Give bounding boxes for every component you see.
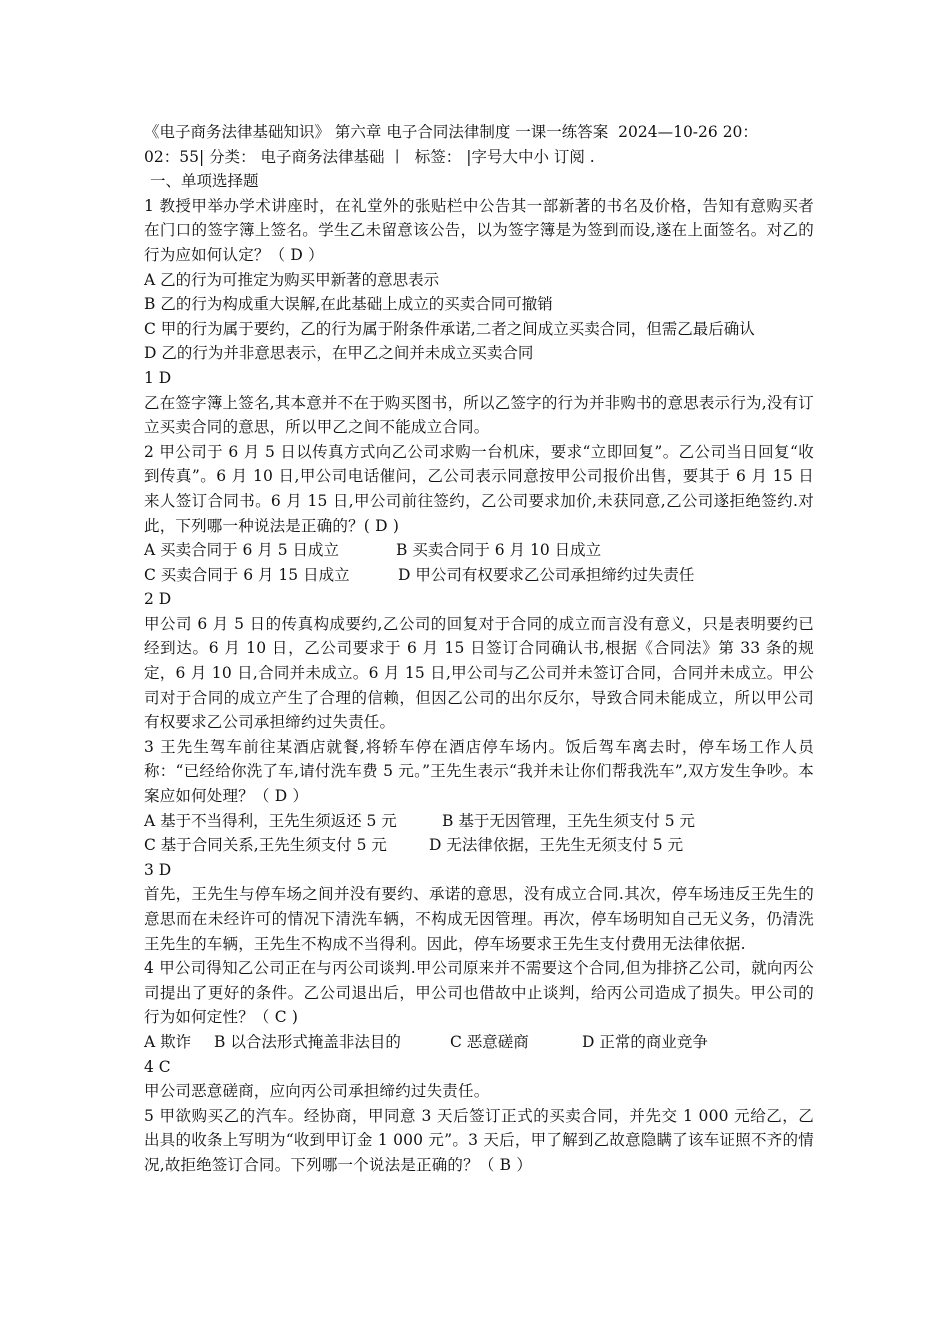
question-1-stem: 1 教授甲举办学术讲座时，在礼堂外的张贴栏中公告其一部新著的书名及价格，告知有意购买者在门口的签字簿上签名。学生乙未留意该公告，以为签字簿是为签到而设,遂在上面签名。对乙的行为应如何认定？（ D ） [144,196,814,264]
question-3-explanation: 首先，王先生与停车场之间并没有要约、承诺的意思，没有成立合同.其次，停车场违反王先生的意思而在未经许可的情况下清洗车辆，不构成无因管理。再次，停车场明知自己无义务，仍清洗王先生的车辆，王先生不构成不当得利。因此，停车场要求王先生支付费用无法律依据. [144,885,814,953]
question-2-answer: 2 D [144,590,172,609]
question-3-answer: 3 D [144,860,172,879]
question-3-stem: 3 王先生驾车前往某酒店就餐,将轿车停在酒店停车场内。饭后驾车离去时，停车场工作人员称：“已经给你洗了车,请付洗车费 5 元。”王先生表示“我并未让你们帮我洗车”,双方发生争吵。本案应如何处理？（ D ） [144,737,814,806]
question-3-options-row-1 [144,809,814,834]
question-2-option-c: C 买卖合同于 6 月 15 日成立 [144,565,350,584]
question-1-explanation: 乙在签字簿上签名,其本意并不在于购买图书，所以乙签字的行为并非购书的意思表示行为,没有订立买卖合同的意思，所以甲乙之间不能成立合同。 [144,393,814,437]
question-2-stem: 2 甲公司于 6 月 5 日以传真方式向乙公司求购一台机床，要求“立即回复”。乙公司当日回复“收到传真”。6 月 10 日,甲公司电话催问，乙公司表示同意按甲公司报价出售，要其于 6 月 15 日来人签订合同书。6 月 15 日,甲公司前往签约，乙公司要求加价,未获同意,乙公司遂拒绝签约.对此，下列哪一种说法是正确的？( D ) [144,442,814,535]
question-2-explanation: 甲公司 6 月 5 日的传真构成要约,乙公司的回复对于合同的成立而言没有意义，只是表明要约已经到达。6 月 10 日，乙公司要求于 6 月 15 日签订合同确认书,根据《合同法》第 33 条的规定，6 月 10 日,合同并未成立。6 月 15 日,甲公司与乙公司并未签订合同，合同并未成立。甲公司对于合同的成立产生了合理的信赖，但因乙公司的出尔反尔，导致合同未能成立，所以甲公司有权要求乙公司承担缔约过失责任。 [144,614,814,732]
question-2-options-row-2 [144,563,814,588]
section-heading: 一、单项选择题 [150,172,259,191]
question-3-option-c: C 基于合同关系,王先生须支付 5 元 [144,836,387,855]
question-4-option-d: D 正常的商业竞争 [582,1032,708,1051]
question-4-explanation: 甲公司恶意磋商，应向丙公司承担缔约过失责任。 [144,1082,490,1101]
question-2-option-d: D 甲公司有权要求乙公司承担缔约过失责任 [398,565,695,584]
question-4-option-c: C 恶意磋商 [450,1032,529,1051]
document-body [144,120,814,1178]
question-4-stem: 4 甲公司得知乙公司正在与丙公司谈判.甲公司原来并不需要这个合同,但为排挤乙公司，就向丙公司提出了更好的条件。乙公司退出后，甲公司也借故中止谈判，给丙公司造成了损失。甲公司的行为如何定性？（ C ) [144,959,814,1027]
question-4-option-b: B 以合法形式掩盖非法目的 [214,1032,401,1051]
question-4-options-row [144,1030,814,1055]
question-1-option-c: C 甲的行为属于要约，乙的行为属于附条件承诺,二者之间成立买卖合同，但需乙最后确认 [144,319,755,338]
question-5-stem: 5 甲欲购买乙的汽车。经协商，甲同意 3 天后签订正式的买卖合同，并先交 1 000 元给乙，乙出具的收条上写明为“收到甲订金 1 000 元”。3 天后，甲了解到乙故意隐瞒了该车证照不齐的情况,故拒绝签订合同。下列哪一个说法是正确的？（ B ） [144,1106,814,1174]
question-3-option-a: A 基于不当得利，王先生须返还 5 元 [144,811,397,830]
document-header-line-2: 02：55| 分类： 电子商务法律基础 丨 标签： |字号大中小 订阅 . [144,147,595,166]
question-2-options-row-1 [144,538,814,563]
question-2-option-a: A 买卖合同于 6 月 5 日成立 [144,541,340,560]
question-4-answer: 4 C [144,1057,171,1076]
question-1-option-a: A 乙的行为可推定为购买甲新著的意思表示 [144,270,440,289]
question-1-option-d: D 乙的行为并非意思表示，在甲乙之间并未成立买卖合同 [144,344,534,363]
question-1-option-b: B 乙的行为构成重大误解,在此基础上成立的买卖合同可撤销 [144,295,553,314]
question-4-option-a: A 欺诈 [144,1032,192,1051]
question-3-option-d: D 无法律依据，王先生无须支付 5 元 [429,836,684,855]
question-3-options-row-2 [144,833,814,858]
question-2-option-b: B 买卖合同于 6 月 10 日成立 [396,541,602,560]
question-1-answer: 1 D [144,368,172,387]
question-3-option-b: B 基于无因管理，王先生须支付 5 元 [442,811,696,830]
document-header-line-1: 《电子商务法律基础知识》 第六章 电子合同法律制度 一课一练答案 2024—10-26 20： [144,123,758,141]
